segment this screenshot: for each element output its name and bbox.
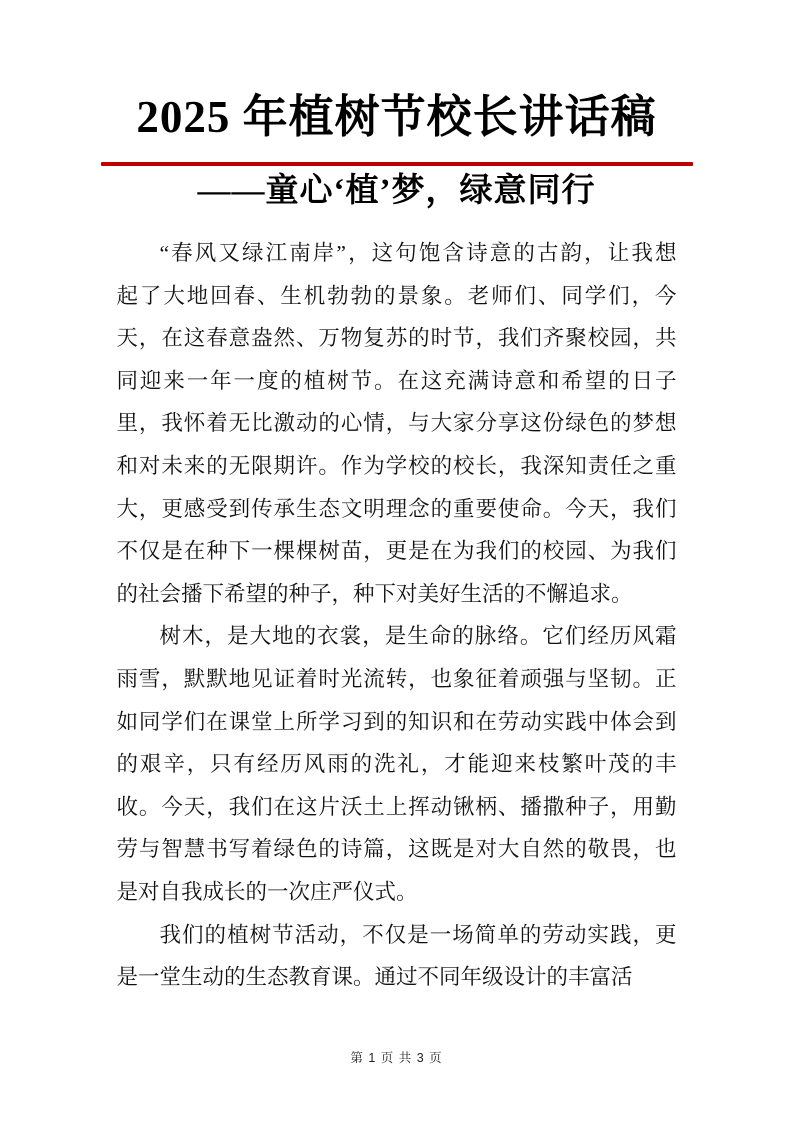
paragraph xyxy=(117,615,677,913)
body-line: 是一堂生动的生态教育课。通过不同年级设计的丰富活 xyxy=(116,965,633,990)
body-line: 是对自我成长的一次庄严仪式。 xyxy=(116,879,418,904)
page-number-footer: 第 1 页 共 3 页 xyxy=(350,1051,443,1065)
body-line: 树木，是大地的衣裳，是生命的脉络。它们经历风霜 xyxy=(159,624,677,649)
body-line: 起了大地回春、生机勃勃的景象。老师们、同学们，今 xyxy=(116,283,677,308)
body-line: 同迎来一年一度的植树节。在这充满诗意和希望的日子 xyxy=(116,368,677,393)
body-line: 的艰辛，只有经历风雨的洗礼，才能迎来枝繁叶茂的丰 xyxy=(116,752,677,777)
body-line: 的社会播下希望的种子，种下对美好生活的不懈追求。 xyxy=(116,581,633,606)
body-line: 里，我怀着无比激动的心情，与大家分享这份绿色的梦想 xyxy=(116,411,677,436)
body-line: 不仅是在种下一棵棵树苗，更是在为我们的校园、为我们 xyxy=(116,539,677,564)
title-divider-line xyxy=(101,162,693,166)
body-line: 天，在这春意盎然、万物复苏的时节，我们齐聚校园，共 xyxy=(116,326,677,351)
paragraph xyxy=(117,232,677,615)
body-line: 劳与智慧书写着绿色的诗篇，这既是对大自然的敬畏，也 xyxy=(116,837,677,862)
body-line: 收。今天，我们在这片沃土上挥动锹柄、播撒种子，用勤 xyxy=(116,794,677,819)
body-line: 我们的植树节活动，不仅是一场简单的劳动实践，更 xyxy=(159,922,677,947)
document-subtitle: ——童心‘植’梦，绿意同行 xyxy=(197,173,596,209)
body-line: “春风又绿江南岸”，这句饱含诗意的古韵，让我想 xyxy=(159,241,677,265)
document-body xyxy=(117,232,677,999)
document-title: 2025 年植树节校长讲话稿 xyxy=(136,92,657,142)
body-line: 大，更感受到传承生态文明理念的重要使命。今天，我们 xyxy=(116,496,677,521)
body-line: 如同学们在课堂上所学习到的知识和在劳动实践中体会到 xyxy=(116,709,677,734)
body-line: 雨雪，默默地见证着时光流转，也象征着顽强与坚韧。正 xyxy=(116,666,677,691)
paragraph xyxy=(117,914,677,999)
body-line: 和对未来的无限期许。作为学校的校长，我深知责任之重 xyxy=(116,453,677,478)
